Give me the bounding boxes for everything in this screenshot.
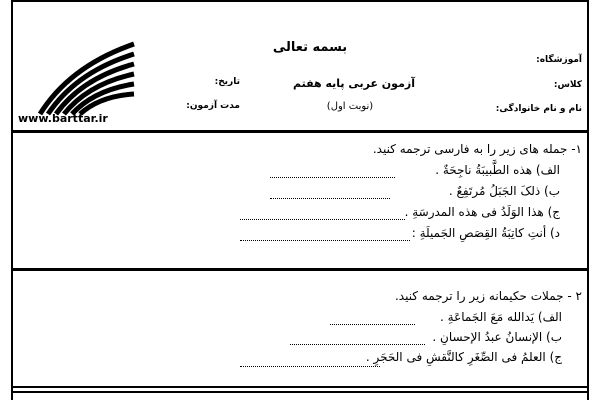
bottom-divider [11,391,589,393]
question-1-title: ۱- جمله های زیر را به فارسی ترجمه کنید. [372,142,582,156]
bottom-divider [11,386,589,388]
answer-line[interactable] [240,240,410,241]
answer-line[interactable] [330,324,415,325]
frame-left-border [11,0,13,400]
stripes-logo-icon [30,36,140,116]
section-divider [11,268,589,271]
school-label: آموزشگاه: [536,55,582,65]
question-1-item: د) أنتِ كاتِبَةُ القِصَصِ الجَميلَةِ : [411,226,560,240]
question-2-title: ۲ - جملات حکیمانه زیر را ترجمه کنید. [394,289,582,303]
exam-title: آزمون عربی پایه هفتم [292,77,415,90]
answer-line[interactable] [270,177,395,178]
exam-turn: (نوبت اول) [326,101,374,112]
frame-top-border [11,0,589,2]
date-label: تاریخ: [214,77,240,87]
question-2-item: الف) يَدالله مَعَ الجَماعَةِ . [440,310,562,324]
answer-line[interactable] [240,219,405,220]
question-1-item: ج) هذا الوَلَدُ فی هذه المدرسَةِ . [404,205,560,219]
question-1-item: الف) هذه الطَّبيبَةُ ناجِحَةٌ . [435,163,560,177]
class-label: کلاس: [553,80,582,90]
question-2-item: ب) الإنسانُ عبدُ الإحسانِ . [432,330,562,344]
section-divider [11,130,589,133]
name-label: نام و نام خانوادگی: [495,104,582,114]
answer-line[interactable] [240,366,380,367]
duration-label: مدت آزمون: [186,101,240,111]
question-2-item: ج) العلمُ فی الصِّغَرِ كالنَّقشِ فی الحَجَرِ . [365,350,562,364]
basmala-heading: بسمه تعالی [272,40,348,55]
answer-line[interactable] [270,198,390,199]
question-1-item: ب) ذلکَ الجَبَلُ مُرتَفِعٌ . [448,184,560,198]
logo-url[interactable]: www.barttar.ir [18,112,108,125]
frame-right-border [587,0,589,400]
answer-line[interactable] [290,344,425,345]
